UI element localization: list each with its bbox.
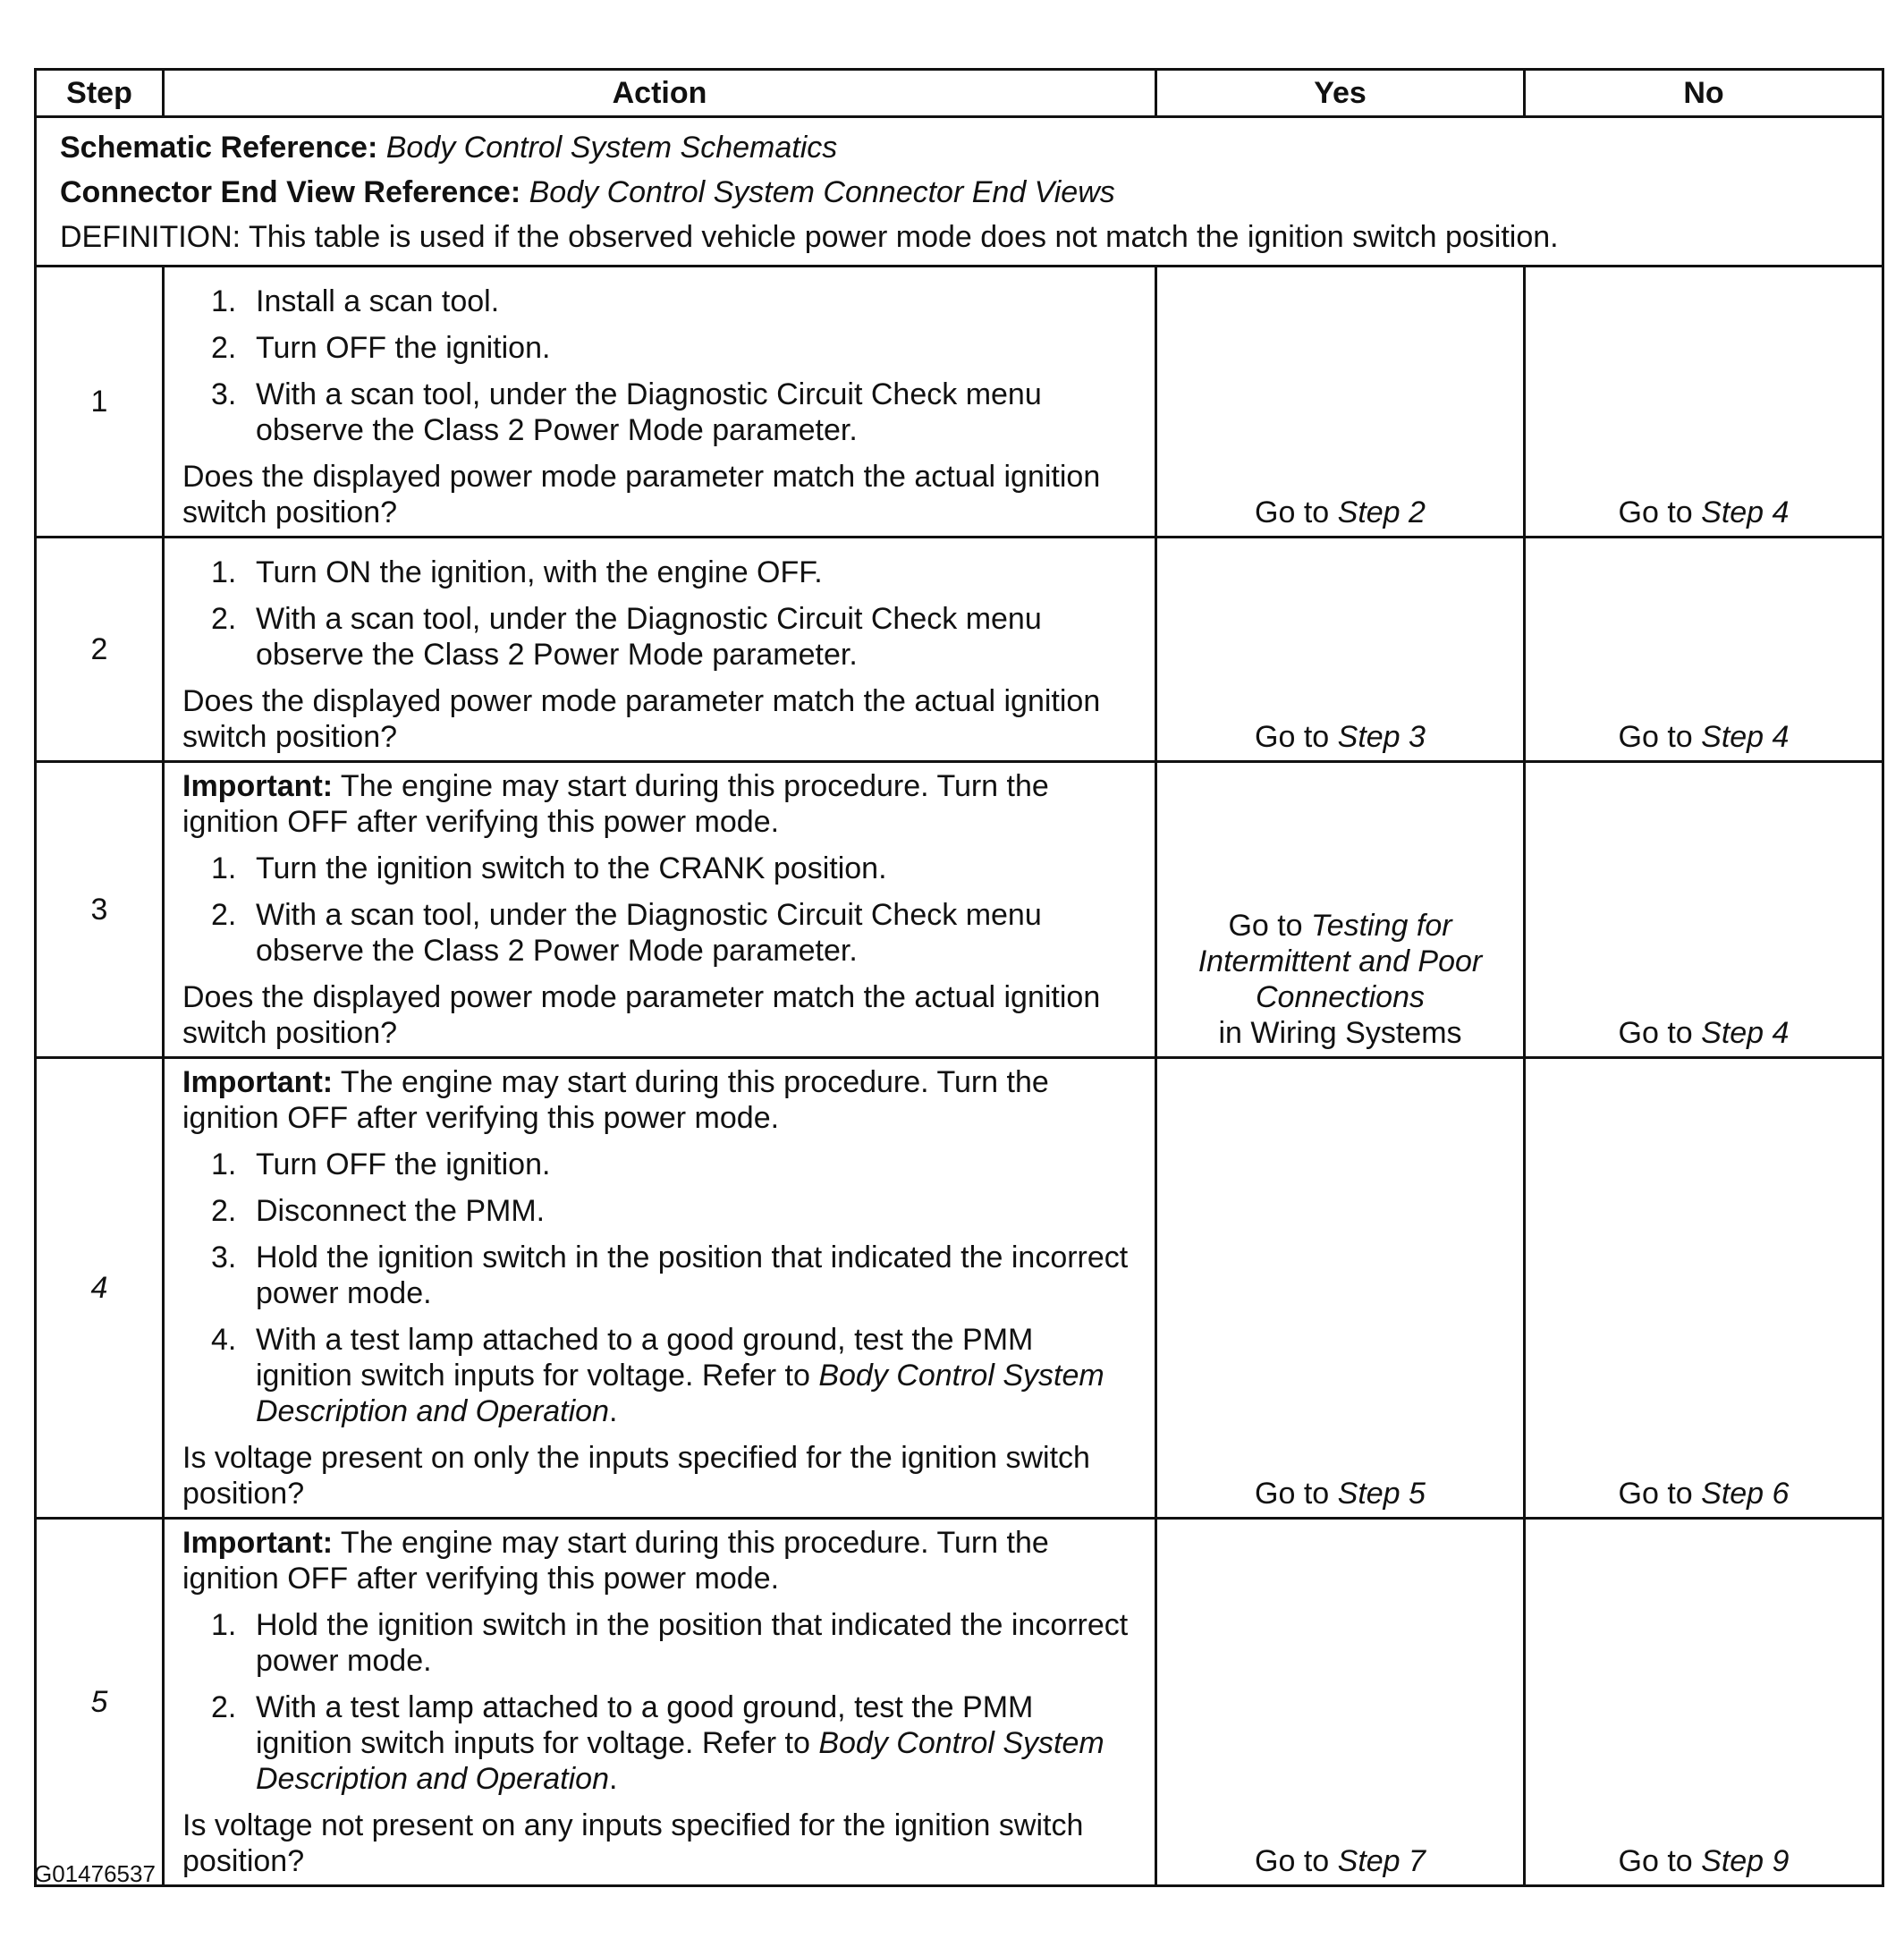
- yes-cell: Go to Step 3: [1156, 538, 1525, 762]
- no-step-link[interactable]: Step 4: [1701, 495, 1790, 529]
- no-cell: Go to Step 4: [1525, 538, 1883, 762]
- action-cell: [164, 762, 1156, 1058]
- important-note: Important: The engine may start during this procedure. Turn the ignition OFF after verifying this power mode.: [182, 1065, 1049, 1135]
- list-item: 2. With a test lamp attached to a good ground, test the PMM ignition switch inputs for voltage. Refer to Body Control System Description and Operation.: [211, 1690, 1104, 1796]
- yes-step-link[interactable]: Step 3: [1337, 720, 1426, 754]
- yes-cell: Go to Testing for Intermittent and Poor Connections in Wiring Systems: [1156, 762, 1525, 1058]
- table-row: [36, 1058, 1883, 1519]
- connector-reference-label: Connector End View Reference:: [60, 175, 521, 209]
- reference-link[interactable]: Body Control System Description and Operation: [256, 1359, 1104, 1428]
- list-item: 1. Hold the ignition switch in the position that indicated the incorrect power mode.: [211, 1608, 1129, 1678]
- step-question: Does the displayed power mode parameter match the actual ignition switch position?: [182, 460, 1101, 529]
- action-cell: [164, 1519, 1156, 1886]
- action-list: [182, 851, 1137, 969]
- reference-row: [36, 117, 1883, 267]
- table-row: [36, 267, 1883, 538]
- action-list: [182, 555, 1137, 673]
- yes-step-link[interactable]: Step 5: [1337, 1477, 1426, 1511]
- step-number: 3: [36, 762, 164, 1058]
- list-item: 2. With a scan tool, under the Diagnostic Circuit Check menu observe the Class 2 Power Mode parameter.: [211, 898, 1042, 968]
- list-item: 1. Turn the ignition switch to the CRANK position.: [211, 851, 887, 885]
- step-question: Does the displayed power mode parameter match the actual ignition switch position?: [182, 684, 1101, 754]
- step-number: 4: [36, 1058, 164, 1519]
- no-cell: Go to Step 6: [1525, 1058, 1883, 1519]
- figure-id: G01476537: [34, 1860, 156, 1887]
- no-cell: Go to Step 9: [1525, 1519, 1883, 1886]
- header-step: Step: [36, 70, 164, 117]
- list-item: 2. With a scan tool, under the Diagnostic Circuit Check menu observe the Class 2 Power Mode parameter.: [211, 602, 1042, 672]
- action-cell: [164, 1058, 1156, 1519]
- action-cell: [164, 538, 1156, 762]
- action-list: [182, 1147, 1137, 1429]
- schematic-reference-link[interactable]: Body Control System Schematics: [385, 131, 838, 165]
- no-step-link[interactable]: Step 9: [1701, 1844, 1790, 1878]
- no-step-link[interactable]: Step 6: [1701, 1477, 1790, 1511]
- connector-reference: [60, 170, 1860, 215]
- header-action: Action: [164, 70, 1156, 117]
- yes-step-link[interactable]: Step 2: [1337, 495, 1426, 529]
- no-step-link[interactable]: Step 4: [1701, 720, 1790, 754]
- step-number: 1: [36, 267, 164, 538]
- definition-text: DEFINITION: This table is used if the observed vehicle power mode does not match the ignition switch position.: [60, 220, 1559, 254]
- list-item: 2. Turn OFF the ignition.: [211, 331, 551, 365]
- list-item: 1. Turn OFF the ignition.: [211, 1147, 551, 1181]
- no-cell: Go to Step 4: [1525, 762, 1883, 1058]
- header-yes: Yes: [1156, 70, 1525, 117]
- table-row: [36, 1519, 1883, 1886]
- header-row: [36, 70, 1883, 117]
- list-item: 3. Hold the ignition switch in the position that indicated the incorrect power mode.: [211, 1240, 1129, 1310]
- list-item: 3. With a scan tool, under the Diagnostic Circuit Check menu observe the Class 2 Power Mode parameter.: [211, 377, 1042, 447]
- no-cell: Go to Step 4: [1525, 267, 1883, 538]
- table-row: [36, 538, 1883, 762]
- action-list: [182, 1607, 1137, 1797]
- connector-reference-link[interactable]: Body Control System Connector End Views: [529, 175, 1115, 209]
- list-item: 1. Install a scan tool.: [211, 284, 500, 318]
- action-cell: [164, 267, 1156, 538]
- step-question: Is voltage present on only the inputs specified for the ignition switch position?: [182, 1441, 1090, 1511]
- yes-cell: Go to Step 2: [1156, 267, 1525, 538]
- step-question: Does the displayed power mode parameter match the actual ignition switch position?: [182, 980, 1101, 1050]
- step-question: Is voltage not present on any inputs specified for the ignition switch position?: [182, 1808, 1084, 1878]
- yes-cell: Go to Step 7: [1156, 1519, 1525, 1886]
- reference-link[interactable]: Body Control System Description and Operation: [256, 1726, 1104, 1796]
- table-row: [36, 762, 1883, 1058]
- schematic-reference: [60, 125, 1860, 170]
- diagnostic-table: [34, 68, 1884, 1887]
- step-number: 2: [36, 538, 164, 762]
- action-list: [182, 284, 1137, 448]
- list-item: 4. With a test lamp attached to a good ground, test the PMM ignition switch inputs for voltage. Refer to Body Control System Description and Operation.: [211, 1323, 1104, 1428]
- important-note: Important: The engine may start during this procedure. Turn the ignition OFF after verifying this power mode.: [182, 1526, 1049, 1596]
- list-item: 1. Turn ON the ignition, with the engine OFF.: [211, 555, 823, 589]
- yes-cell: Go to Step 5: [1156, 1058, 1525, 1519]
- header-no: No: [1525, 70, 1883, 117]
- reference-cell: [36, 117, 1883, 267]
- no-step-link[interactable]: Step 4: [1701, 1016, 1790, 1050]
- schematic-reference-label: Schematic Reference:: [60, 131, 378, 165]
- step-number: 5: [36, 1519, 164, 1886]
- yes-step-link[interactable]: Testing for Intermittent and Poor Connections: [1197, 909, 1483, 1014]
- important-note: Important: The engine may start during this procedure. Turn the ignition OFF after verifying this power mode.: [182, 769, 1049, 839]
- yes-step-link[interactable]: Step 7: [1337, 1844, 1426, 1878]
- list-item: 2. Disconnect the PMM.: [211, 1194, 546, 1228]
